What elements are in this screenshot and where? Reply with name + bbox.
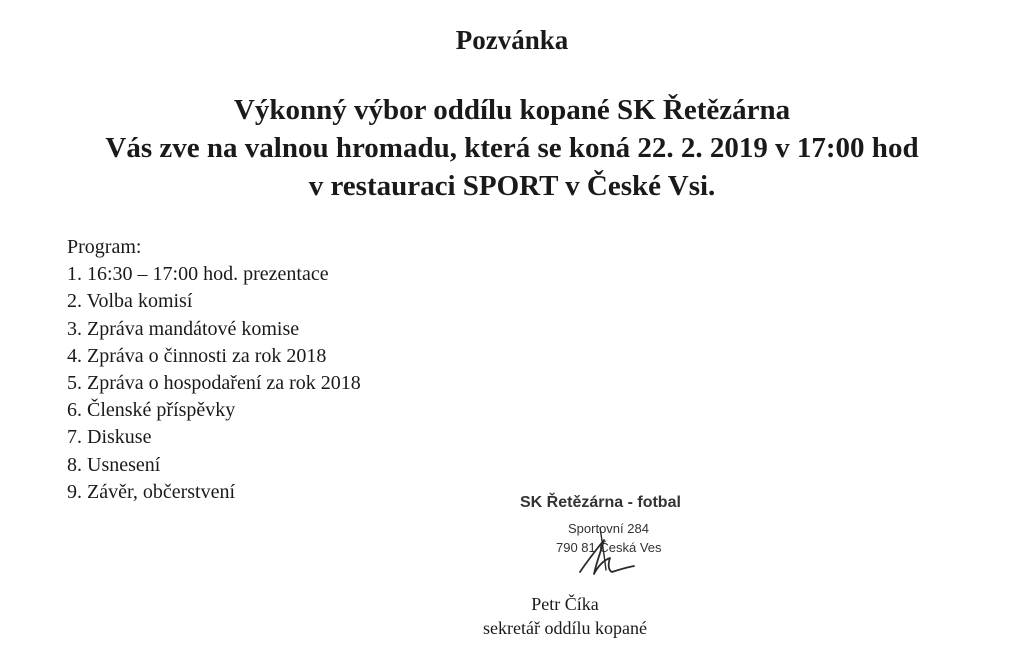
program-item: 7. Diskuse [67, 426, 152, 449]
program-item: 6. Členské příspěvky [67, 399, 236, 422]
program-list [67, 261, 361, 506]
stamp-club-name: SK Řetězárna - fotbal [520, 494, 681, 511]
document-title: Pozvánka [455, 25, 569, 55]
signer-role: sekretář oddílu kopané [483, 618, 647, 638]
handwritten-signature [570, 520, 640, 590]
program-item: 5. Zpráva o hospodaření za rok 2018 [67, 372, 361, 395]
program-label: Program: [67, 236, 142, 258]
program-item: 1. 16:30 – 17:00 hod. prezentace [67, 263, 329, 286]
program-section [67, 234, 361, 506]
program-item: 3. Zpráva mandátové komise [67, 317, 300, 340]
stamp-street: Sportovní 284 [568, 521, 649, 536]
signer-name: Petr Číka [531, 594, 599, 614]
headline-line-2: Vás zve na valnou hromadu, která se koná 22. 2. 2019 v 17:00 hod [105, 132, 919, 164]
stamp-city: 790 81 Česká Ves [556, 540, 662, 555]
headline-line-1: Výkonný výbor oddílu kopané SK Řetězárna [233, 94, 791, 126]
invitation-headline [0, 91, 1024, 205]
program-item: 4. Zpráva o činnosti za rok 2018 [67, 344, 327, 367]
program-item: 9. Závěr, občerstvení [67, 480, 236, 503]
program-item: 8. Usnesení [67, 453, 161, 476]
headline-line-3: v restauraci SPORT v České Vsi. [308, 170, 716, 202]
program-item: 2. Volba komisí [67, 290, 193, 313]
